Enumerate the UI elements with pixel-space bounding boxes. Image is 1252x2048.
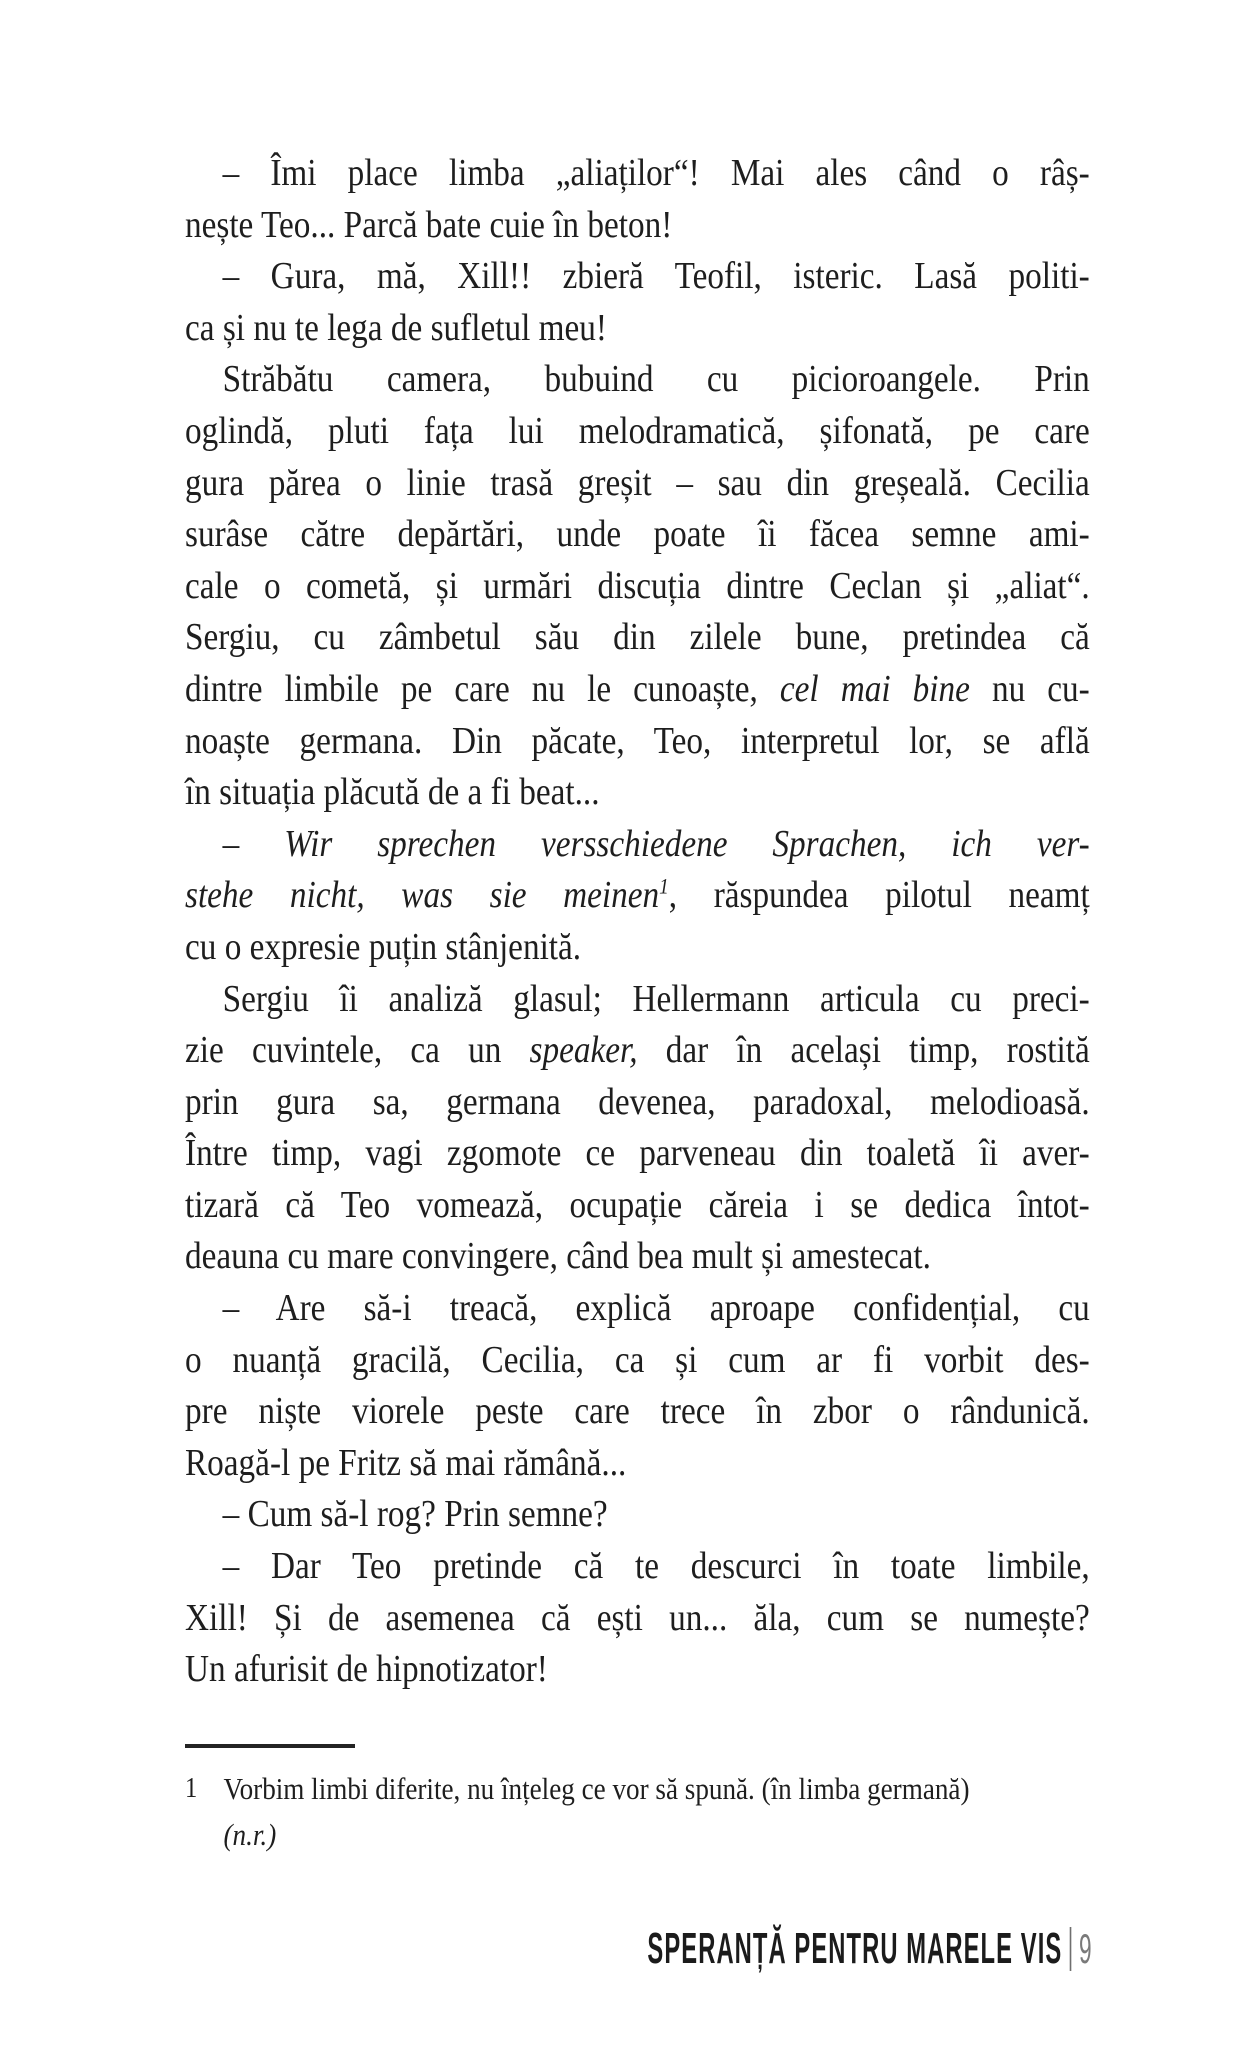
text-line: [185, 612, 1090, 664]
text-line: [185, 716, 1090, 768]
text-segment: în situația plăcută de a fi beat...: [185, 771, 600, 814]
footer-separator-bar: [1070, 1927, 1072, 1971]
text-line: [185, 1077, 1090, 1129]
text-line: [185, 200, 1090, 252]
text-segment: Străbătu camera, bubuind cu picioroangele. Prin: [222, 358, 1090, 401]
text-line: [185, 1386, 1090, 1438]
text-line: [185, 303, 1090, 355]
footnote: [185, 1766, 1090, 1858]
text-line: [185, 1128, 1090, 1180]
text-segment: – Îmi place limba „aliaților“! Mai ales când o râș-: [222, 152, 1090, 194]
text-segment: pre niște viorele peste care trece în zbor o rândunică.: [185, 1390, 1090, 1433]
text-segment: deauna cu mare convingere, când bea mult și amestecat.: [185, 1235, 931, 1278]
text-segment: , răspundea pilotul neamț: [668, 874, 1090, 917]
text-line: [185, 1335, 1090, 1387]
text-segment: Roagă-l pe Fritz să mai rămână...: [185, 1441, 627, 1484]
text-segment: stehe nicht, was sie meinen: [185, 874, 660, 917]
text-line: [185, 406, 1090, 458]
page-footer: [648, 1924, 1092, 1974]
text-line: [185, 1231, 1090, 1283]
text-segment: Între timp, vagi zgomote ce parveneau din toaletă îi aver-: [185, 1132, 1090, 1175]
text-segment: – Gura, mă, Xill!! zbieră Teofil, isteric. Lasă politi-: [222, 255, 1090, 298]
text-line: [185, 819, 1090, 871]
text-line: [185, 354, 1090, 406]
text-segment: – Are să-i treacă, explică aproape confidențial, cu: [222, 1287, 1090, 1330]
text-segment: surâse către depărtări, unde poate îi făcea semne ami-: [185, 513, 1090, 556]
footnote-reference: 1: [659, 873, 669, 899]
text-line: [185, 767, 1090, 819]
running-title: SPERANȚĂ PENTRU MARELE VIS: [647, 1924, 1063, 1973]
text-segment: zie cuvintele, ca un: [185, 1029, 530, 1072]
text-line: [185, 1489, 1090, 1541]
text-line: [185, 664, 1090, 716]
text-segment: – Wir sprechen versschiedene Sprachen, ich ver-: [222, 822, 1090, 865]
text-line: [185, 922, 1090, 974]
text-line: [185, 1180, 1090, 1232]
text-segment: dintre limbile pe care nu le cunoaște,: [185, 667, 780, 710]
page-number: 9: [1079, 1925, 1092, 1972]
text-segment: (n.r.): [223, 1817, 277, 1852]
text-segment: tizară că Teo vomează, ocupație căreia i se dedica întot-: [185, 1183, 1090, 1226]
text-segment: gura părea o linie trasă greșit – sau din greșeală. Cecilia: [185, 461, 1090, 504]
body-text: [185, 148, 1090, 1696]
text-segment: Vorbim limbi diferite, nu înțeleg ce vor să spună. (în limba germană): [223, 1771, 970, 1806]
text-segment: prin gura sa, germana devenea, paradoxal, melodioasă.: [185, 1080, 1090, 1123]
text-segment: cu o expresie puțin stânjenită.: [185, 925, 582, 968]
text-line: [185, 870, 1090, 922]
text-segment: Xill! Și de asemenea că ești un... ăla, cum se numește?: [185, 1596, 1090, 1639]
text-line: [185, 1593, 1090, 1645]
text-line: [185, 458, 1090, 510]
footnote-separator-rule: [185, 1744, 355, 1748]
text-segment: nu cu-: [969, 667, 1090, 710]
text-line: [185, 1541, 1090, 1593]
text-line: [185, 561, 1090, 613]
text-segment: noaște germana. Din păcate, Teo, interpretul lor, se află: [185, 719, 1090, 762]
text-line: [224, 1766, 1090, 1812]
text-line: [185, 148, 1090, 200]
text-segment: oglindă, pluti fața lui melodramatică, șifonată, pe care: [185, 409, 1090, 452]
text-segment: cel mai bine: [779, 667, 970, 710]
text-line: [185, 1438, 1090, 1490]
text-segment: cale o cometă, și urmări discuția dintre Ceclan și „aliat“.: [185, 564, 1090, 607]
text-line: [224, 1812, 1090, 1858]
text-segment: dar în același timp, rostită: [637, 1029, 1090, 1072]
text-segment: Un afurisit de hipnotizator!: [185, 1648, 548, 1691]
text-segment: o nuanță gracilă, Cecilia, ca și cum ar fi vorbit des-: [185, 1338, 1090, 1381]
text-line: [185, 251, 1090, 303]
text-segment: Sergiu îi analiză glasul; Hellermann articula cu preci-: [222, 977, 1090, 1020]
text-line: [185, 1283, 1090, 1335]
text-line: [185, 509, 1090, 561]
text-line: [185, 974, 1090, 1026]
text-segment: ca și nu te lega de sufletul meu!: [185, 306, 607, 349]
text-segment: – Cum să-l rog? Prin semne?: [222, 1493, 608, 1536]
text-segment: nește Teo... Parcă bate cuie în beton!: [185, 203, 673, 246]
text-segment: speaker,: [529, 1029, 638, 1072]
footnote-number: 1: [185, 1773, 198, 1804]
footnote-text: [224, 1766, 1090, 1858]
text-line: [185, 1644, 1090, 1696]
text-segment: – Dar Teo pretinde că te descurci în toate limbile,: [222, 1545, 1090, 1588]
text-segment: Sergiu, cu zâmbetul său din zilele bune, pretindea că: [185, 616, 1090, 659]
text-line: [185, 1025, 1090, 1077]
